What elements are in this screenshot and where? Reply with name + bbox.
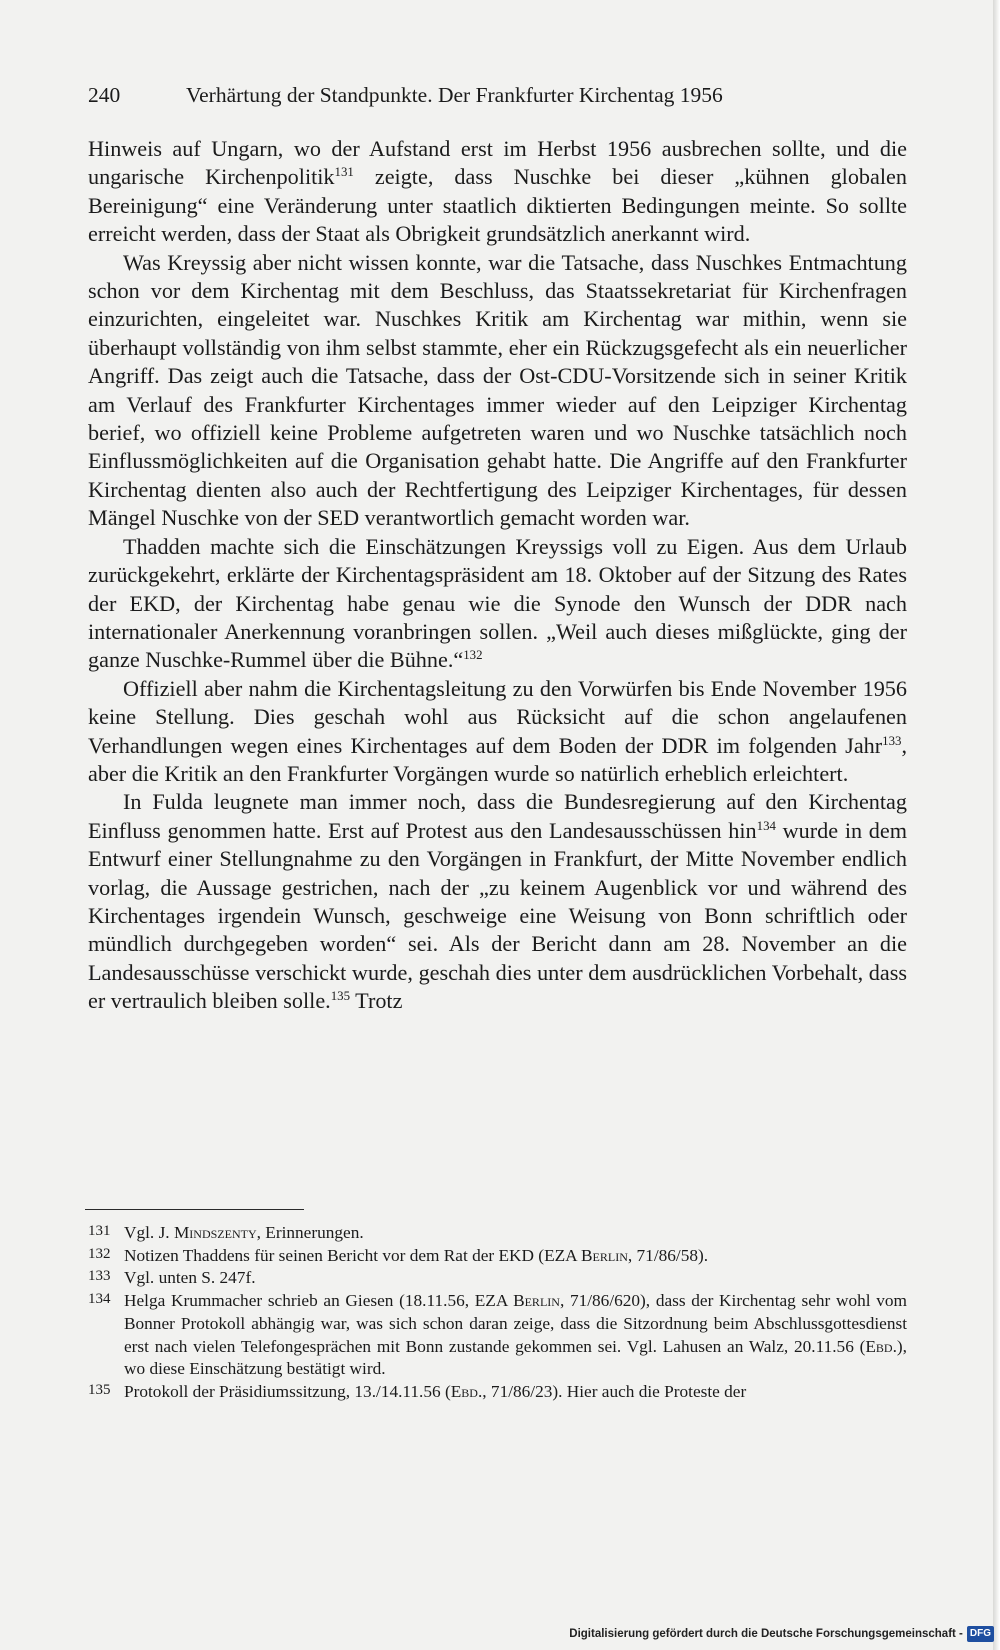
footnotes xyxy=(88,1222,907,1404)
page-edge-shadow xyxy=(993,0,1000,1650)
footnote-text: Vgl. unten S. 247f. xyxy=(124,1268,256,1288)
author-name: Mindszenty xyxy=(173,1223,257,1242)
paragraph-5-text-c: Trotz xyxy=(350,988,403,1014)
footnote-ref-134[interactable]: 134 xyxy=(756,818,776,833)
footnote-number: 134 xyxy=(88,1291,111,1308)
paragraph-5 xyxy=(88,788,907,1015)
footnote-ref-135[interactable]: 135 xyxy=(330,989,351,1004)
paragraph-5-text-b: wurde in dem Entwurf einer Stellungnahme zu den Vorgängen in Frankfurt, der Mitte November endlich vorlag, die Aussage gestrichen, nach der „zu keinem Augenblick vor und während des Kirchentages irgendein Wunsch, geschweige eine Weisung von Bonn schriftlich oder mündlich durchgegeben worden“ sei. Als der Bericht dann am 28. November an die Landesausschüsse verschickt wurde, geschah dies unter dem ausdrücklichen Vorbehalt, dass er vertraulich bleiben solle. xyxy=(88,817,907,1014)
footnote-ref-131[interactable]: 131 xyxy=(334,165,354,180)
footnote-text-part: Notizen Thaddens für seinen Bericht vor dem Rat der EKD (EZA xyxy=(124,1245,582,1265)
footnote-number: 132 xyxy=(88,1245,111,1262)
paragraph-4-text-a: Offiziell aber nahm die Kirchentagsleitung zu den Vorwürfen bis Ende November 1956 keine Stellung. Dies geschah wohl aus Rücksicht auf die schon angelaufenen Verhandlungen wegen eines Kirchentages auf dem Boden der DDR im folgenden Jahr xyxy=(88,675,907,758)
footnote-number: 133 xyxy=(88,1268,111,1285)
footnote-number: 135 xyxy=(88,1381,111,1398)
footnote-text-part: , 71/86/620), dass der Kirchentag sehr wohl vom Bonner Protokoll abhängig war, was sich schon daran zeige, dass die Sitzordnung beim Abschlussgottesdienst erst nach vielen Telefongesprächen mit Bonn zustande gekommen sei. Vgl. Lahusen an Walz, 20.11.56 ( xyxy=(124,1291,907,1356)
footnote-text-part: Protokoll der Präsidiumssitzung, 13./14.11.56 ( xyxy=(124,1381,451,1401)
footnote-text-part: Vgl. J. xyxy=(124,1223,174,1242)
ibid-reference: Ebd. xyxy=(450,1381,483,1401)
running-title: Verhärtung der Standpunkte. Der Frankfurter Kirchentag 1956 xyxy=(186,83,723,107)
footnote-134 xyxy=(88,1290,907,1381)
running-header xyxy=(88,80,910,110)
footnote-text xyxy=(124,1245,907,1268)
footnote-text xyxy=(124,1222,907,1245)
footnote-number: 131 xyxy=(88,1223,111,1239)
paragraph-3 xyxy=(88,533,907,675)
digitization-credit xyxy=(569,1625,994,1643)
ibid-reference: Ebd. xyxy=(865,1336,897,1356)
paragraph-4 xyxy=(88,675,907,789)
footnote-text-part: Helga Krummacher schrieb an Giesen (18.11.56, EZA xyxy=(124,1291,514,1311)
footnote-133 xyxy=(88,1267,907,1290)
footnote-132 xyxy=(88,1245,907,1268)
digitization-credit-text: Digitalisierung gefördert durch die Deutsche Forschungsgemeinschaft - xyxy=(569,1628,963,1640)
footnote-text xyxy=(124,1290,907,1381)
paragraph-4-text-b: , aber die Kritik an den Frankfurter Vorgängen wurde so natürlich erheblich erleichtert. xyxy=(88,732,907,786)
page-number: 240 xyxy=(88,83,121,107)
paragraph-1-text-b: zeigte, dass Nuschke bei dieser „kühnen globalen Bereinigung“ eine Veränderung unter staatlich diktierten Bedingungen meinte. So sollte erreicht werden, dass der Staat als Obrigkeit grundsätzlich anerkannt wird. xyxy=(88,164,907,247)
paragraph-2: Was Kreyssig aber nicht wissen konnte, war die Tatsache, dass Nuschkes Entmachtung schon vor dem Kirchentag mit dem Beschluss, das Staatssekretariat für Kirchenfragen einzurichten, eingeleitet war. Nuschkes Kritik am Kirchentag war mithin, wenn sie überhaupt vollständig von ihm selbst stammte, eher ein Rückzugsgefecht als ein neuerlicher Angriff. Das zeigt auch die Tatsache, dass der Ost-CDU-Vorsitzende sich in seiner Kritik am Verlauf des Frankfurter Kirchentages immer wieder auf den Leipziger Kirchentag berief, wo offiziell keine Probleme aufgetreten waren und wo Nuschke tatsächlich noch Einflussmöglichkeiten auf die Organisation gehabt hatte. Die Angriffe auf den Frankfurter Kirchentag dienten also auch der Rechtfertigung des Leipziger Kirchentages, für dessen Mängel Nuschke von der SED verantwortlich gemacht worden war. xyxy=(88,249,907,531)
archive-location: Berlin xyxy=(513,1291,560,1311)
footnote-ref-133[interactable]: 133 xyxy=(882,733,902,748)
paragraph-1-text-a: Hinweis auf Ungarn, wo der Aufstand erst im Herbst 1956 ausbrechen sollte, und die ungarische Kirchenpolitik xyxy=(88,136,907,190)
archive-location: Berlin xyxy=(581,1245,628,1265)
footnote-text-part: , Erinnerungen. xyxy=(256,1223,364,1242)
main-text xyxy=(88,135,907,1016)
footnote-text xyxy=(124,1381,907,1404)
footnote-text-part: , 71/86/23). Hier auch die Proteste der xyxy=(482,1381,747,1401)
footnote-131 xyxy=(88,1222,907,1245)
footnote-text-part: ), wo diese Einschätzung bestätigt wird. xyxy=(124,1336,907,1379)
paragraph-5-text-a: In Fulda leugnete man immer noch, dass die Bundesregierung auf den Kirchentag Einfluss genommen hatte. Erst auf Protest aus den Landesausschüssen hin xyxy=(88,789,907,843)
paragraph-3-text: Thadden machte sich die Einschätzungen Kreyssigs voll zu Eigen. Aus dem Urlaub zurückgekehrt, erklärte der Kirchentagspräsident am 18. Oktober auf der Sitzung des Rates der EKD, der Kirchentag habe genau wie die Synode den Wunsch der DDR nach internationaler Anerkennung voranbringen sollen. „Weil auch dieses mißglückte, ging der ganze Nuschke-Rummel über die Bühne.“ xyxy=(88,533,907,673)
dfg-logo: DFG xyxy=(967,1626,994,1642)
footnote-ref-132[interactable]: 132 xyxy=(463,648,483,663)
footnote-divider xyxy=(85,1209,304,1210)
paragraph-1 xyxy=(88,135,907,249)
footnote-text-part: , 71/86/58). xyxy=(627,1245,709,1265)
footnote-135 xyxy=(88,1381,907,1404)
